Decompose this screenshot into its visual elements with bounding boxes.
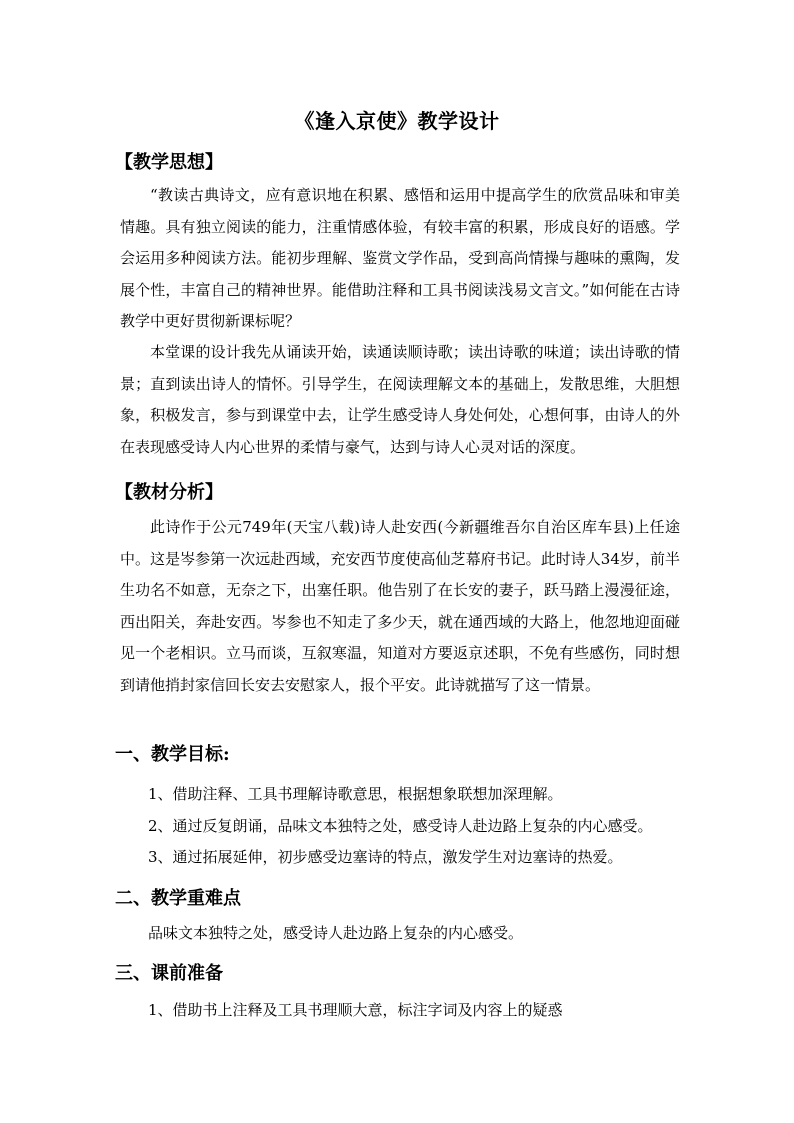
goal-item-2: 2、通过反复朗诵，品味文本独特之处，感受诗人赴边路上复杂的内心感受。 xyxy=(148,817,653,835)
section-heading-teaching-idea: 【教学思想】 xyxy=(115,152,223,173)
document-title: 《逢入京使》教学设计 xyxy=(294,109,500,133)
section-heading-goals: 一、教学目标: xyxy=(115,744,230,765)
goal-item-1: 1、借助注释、工具书理解诗歌意思，根据想象联想加深理解。 xyxy=(148,785,563,803)
paragraph-material-analysis: 此诗作于公元749年(天宝八载)诗人赴安西(今新疆维吾尔自治区库车县)上任途中。这是岑参第一次远赴西域，充安西节度使高仙芝幕府书记。此时诗人34岁，前半生功名不如意，无奈之下，出塞任职。他告别了在长安的妻子，跃马踏上漫漫征途，西出阳关，奔赴安西。岑参也不知走了多少天，就在通西域的大路上，他忽地迎面碰见一个老相识。立马而谈，互叙寒温，知道对方要返京述职，不免有些感伤，同时想到请他捎封家信回长安去安慰家人，报个平安。此诗就描写了这一情景。 xyxy=(120,518,680,694)
paragraph-teaching-idea-1: “教读古典诗文，应有意识地在积累、感悟和运用中提高学生的欣赏品味和审美情趣。具有独立阅读的能力，注重情感体验，有较丰富的积累，形成良好的语感。学会运用多种阅读方法。能初步理解、鉴赏文学作品，受到高尚情操与趣味的熏陶，发展个性，丰富自己的精神世界。能借助注释和工具书阅读浅易文言文。”如何能在古诗教学中更好贯彻新课标呢？ xyxy=(120,186,680,330)
section-heading-preparation: 三、课前准备 xyxy=(115,963,223,984)
key-points-text: 品味文本独特之处，感受诗人赴边路上复杂的内心感受。 xyxy=(148,924,524,942)
section-heading-material-analysis: 【教材分析】 xyxy=(115,482,223,503)
paragraph-teaching-idea-2: 本堂课的设计我先从诵读开始，读通读顺诗歌；读出诗歌的味道；读出诗歌的情景；直到读出诗人的情怀。引导学生，在阅读理解文本的基础上，发散思维，大胆想象，积极发言，参与到课堂中去，让学生感受诗人身处何处，心想何事，由诗人的外在表现感受诗人内心世界的柔情与豪气，达到与诗人心灵对话的深度。 xyxy=(120,343,680,456)
section-heading-key-points: 二、教学重难点 xyxy=(115,888,241,909)
goal-item-3: 3、通过拓展延伸，初步感受边塞诗的特点，激发学生对边塞诗的热爱。 xyxy=(148,848,623,866)
preparation-item-1: 1、借助书上注释及工具书理顺大意，标注字词及内容上的疑惑 xyxy=(148,1001,563,1019)
